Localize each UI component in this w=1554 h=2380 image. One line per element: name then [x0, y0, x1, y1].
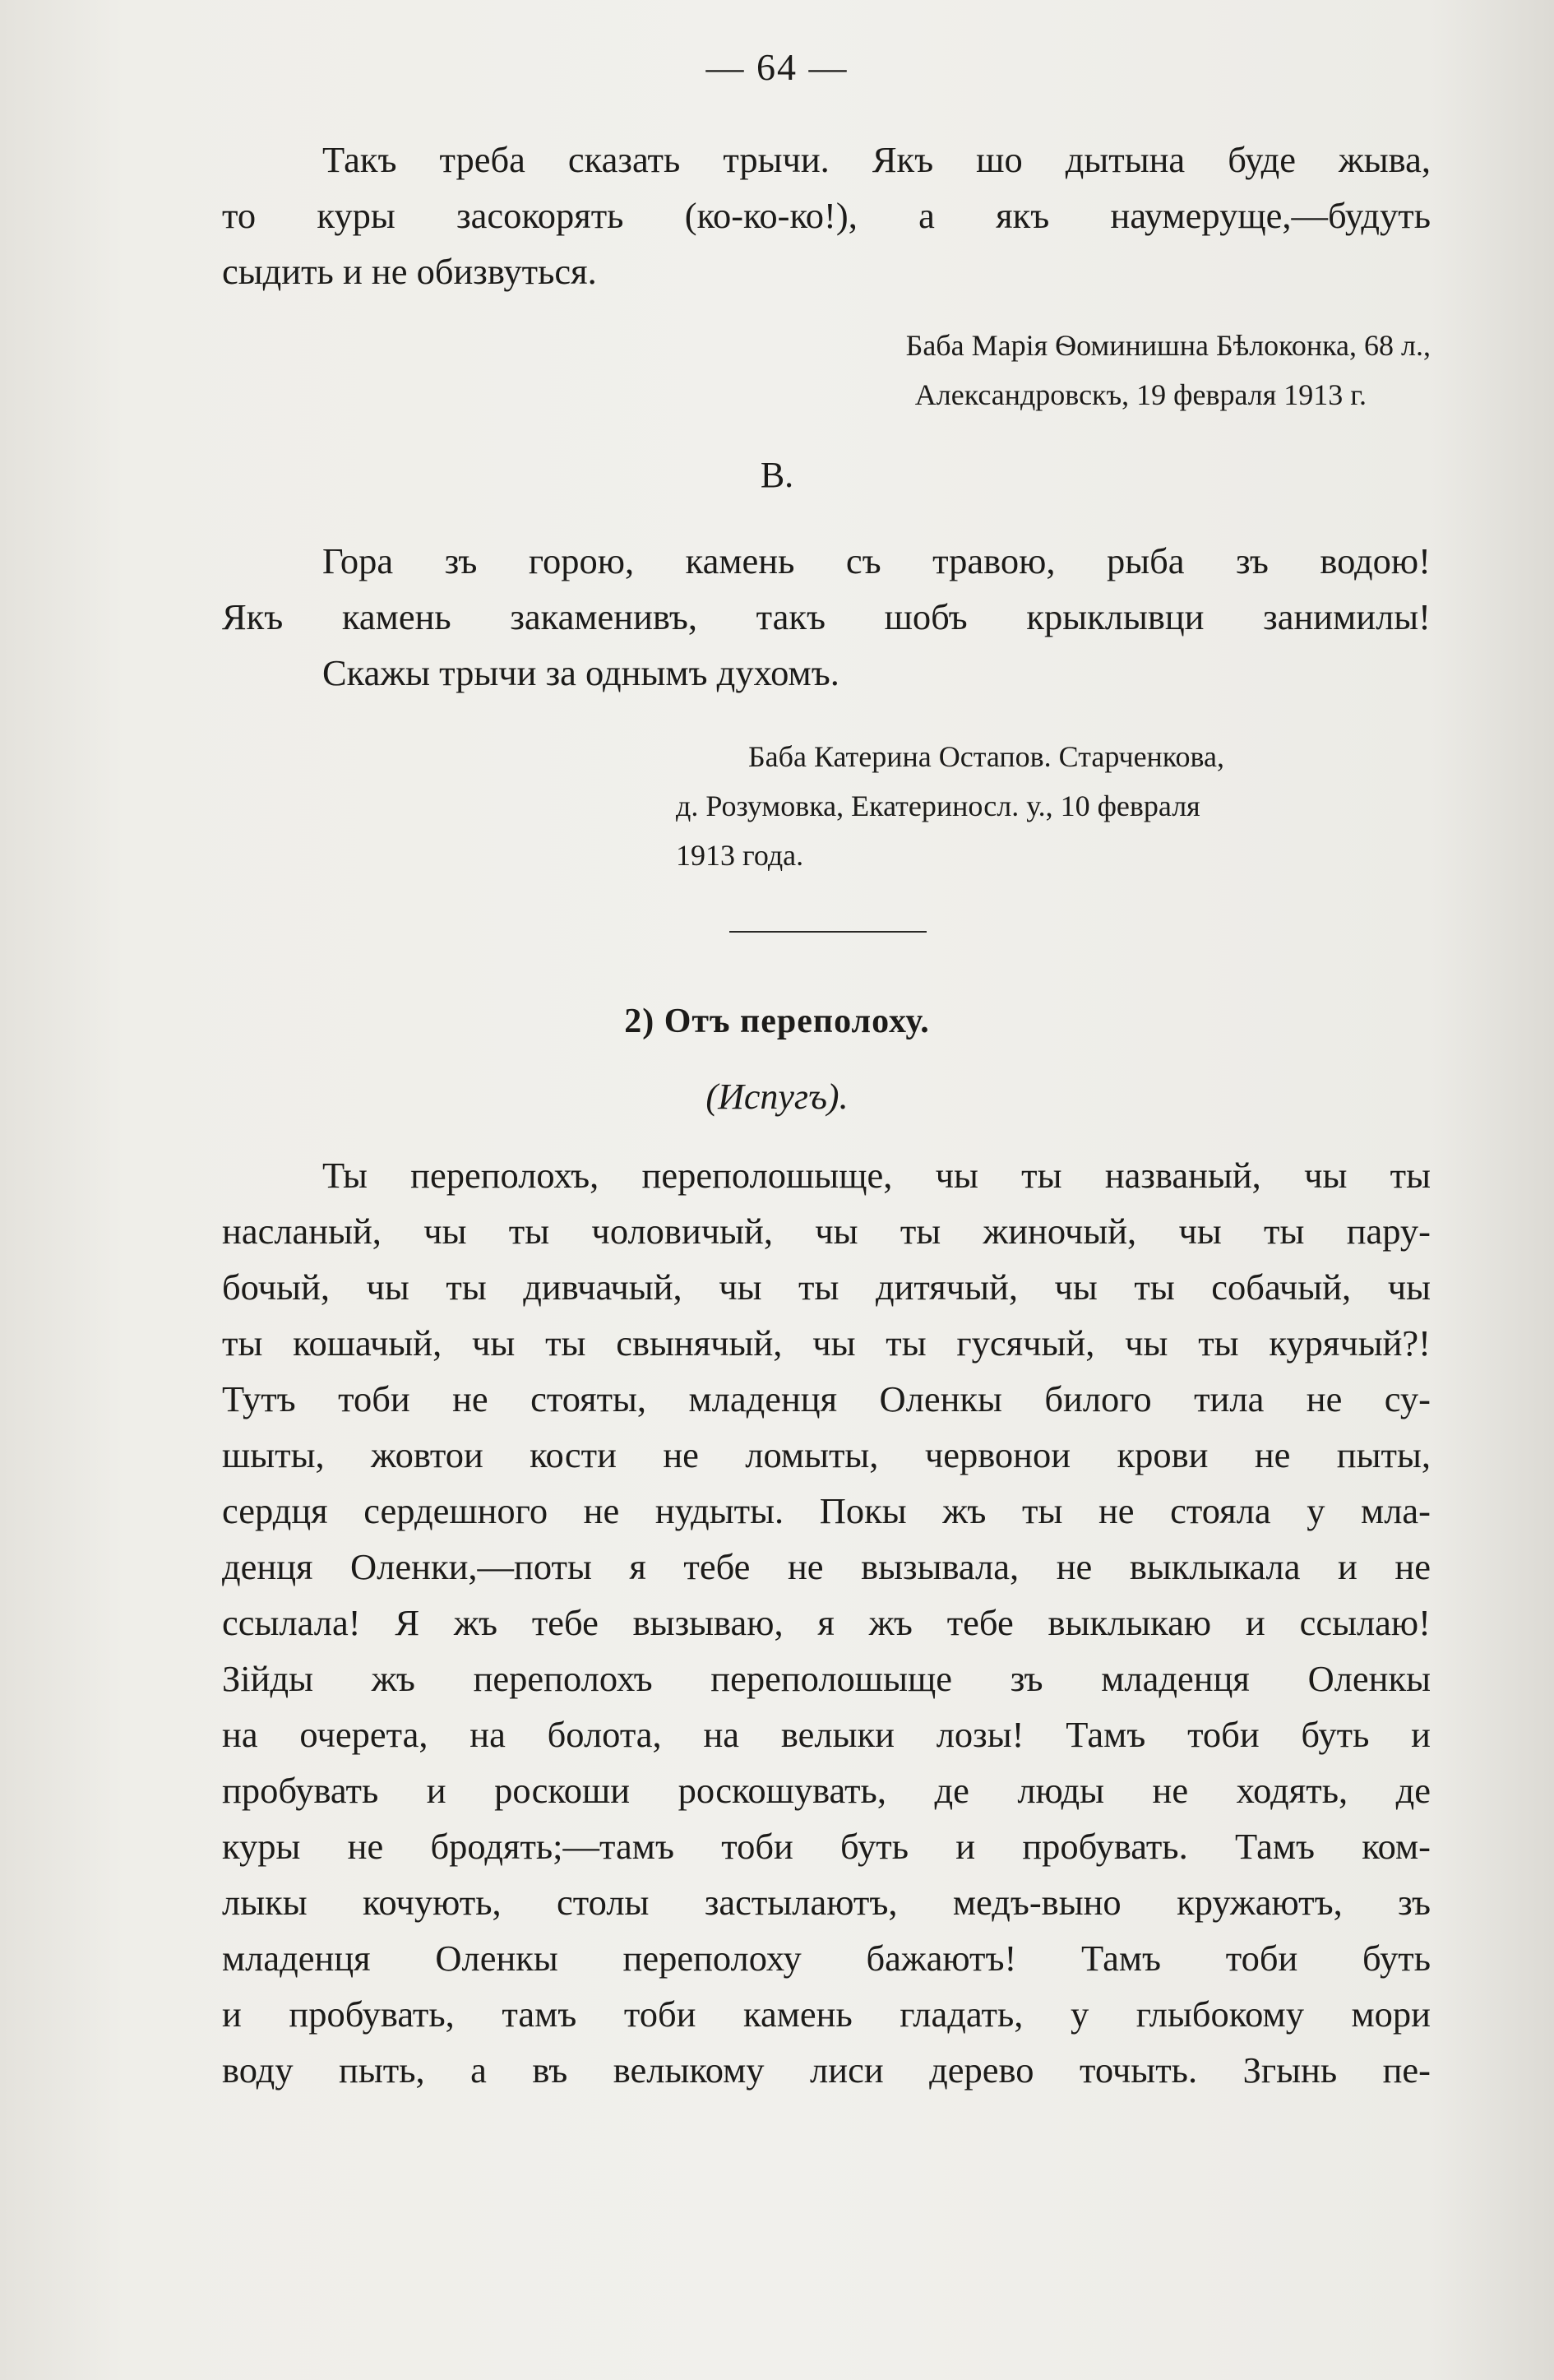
signature-line: Баба Катерина Остапов. Старченкова, [748, 740, 1224, 773]
text-line: пробувать и роскоши роскошувать, де люды не ходять, де [222, 1770, 1431, 1811]
text-line: бочый, чы ты дивчачый, чы ты дитячый, чы ты собачый, чы [222, 1266, 1431, 1308]
paragraph-incantation-end [222, 132, 1431, 299]
text-line: то куры засокорять (ко-ко-ко!), а якъ наумеруще,—будуть [222, 195, 1431, 236]
page-number: — 64 — [705, 46, 849, 88]
text-line: сыдить и не обизвуться. [222, 251, 597, 292]
section-heading: 2) Отъ переполоху. [624, 1002, 930, 1040]
text-line: лыкы кочують, столы застылаютъ, медъ-выно кружаютъ, зъ [222, 1882, 1431, 1923]
text-line: Скажы трычи за однымъ духомъ. [322, 652, 839, 693]
text-line: Гора зъ горою, камень съ травою, рыба зъ водою! [322, 540, 1431, 581]
text-line: сердця сердешного не нудыты. Покы жъ ты не стояла у мла- [222, 1490, 1431, 1531]
text-line: на очерета, на болота, на велыки лозы! Тамъ тоби буть и [222, 1714, 1431, 1755]
text-line: насланый, чы ты чоловичый, чы ты жиночый, чы ты пару- [222, 1211, 1431, 1252]
signature-line: 1913 года. [676, 839, 804, 872]
text-line: денця Оленки,—поты я тебе не вызывала, не выклыкала и не [222, 1546, 1431, 1587]
signature-line: Баба Марія Ѳоминишна Бѣлоконка, 68 л., [905, 329, 1431, 362]
text-line: Тутъ тоби не стояты, младенця Оленкы билого тила не су- [222, 1378, 1431, 1419]
paragraph-fright-spell [222, 1147, 1431, 2098]
text-line: воду пыть, а въ велыкому лиси дерево точыть. Згынь пе- [222, 2049, 1431, 2091]
text-line: ты кошачый, чы ты свынячый, чы ты гусячый, чы ты курячый?! [222, 1322, 1431, 1364]
section-divider [729, 931, 927, 933]
signature-b [676, 732, 1431, 880]
text-line: младенця Оленкы переполоху бажаютъ! Тамъ тоби буть [222, 1938, 1431, 1979]
section-letter: В. [760, 455, 794, 495]
text-line: ссылала! Я жъ тебе вызываю, я жъ тебе выклыкаю и ссылаю! [222, 1602, 1431, 1643]
signature-a [906, 321, 1431, 419]
text-line: Якъ камень закаменивъ, такъ шобъ крыклывци занимилы! [222, 596, 1431, 637]
signature-line: Александровскъ, 19 февраля 1913 г. [914, 378, 1367, 411]
text-line: шыты, жовтои кости не ломыты, червонои крови не пыты, [222, 1434, 1431, 1475]
paragraph-spell-b [222, 533, 1431, 701]
text-line: Такъ треба сказать трычи. Якъ шо дытына буде жыва, [322, 139, 1431, 180]
text-line: и пробувать, тамъ тоби камень гладать, у глыбокому мори [222, 1993, 1431, 2035]
text-line: Ты переполохъ, переполошыще, чы ты названый, чы ты [322, 1155, 1431, 1196]
signature-line: д. Розумовка, Екатериносл. у., 10 февраля [676, 789, 1200, 822]
text-line: Зійды жъ переполохъ переполошыще зъ младенця Оленкы [222, 1658, 1431, 1699]
text-line: куры не бродять;—тамъ тоби буть и пробувать. Тамъ ком- [222, 1826, 1431, 1867]
section-subheading: (Испугъ). [705, 1077, 849, 1117]
